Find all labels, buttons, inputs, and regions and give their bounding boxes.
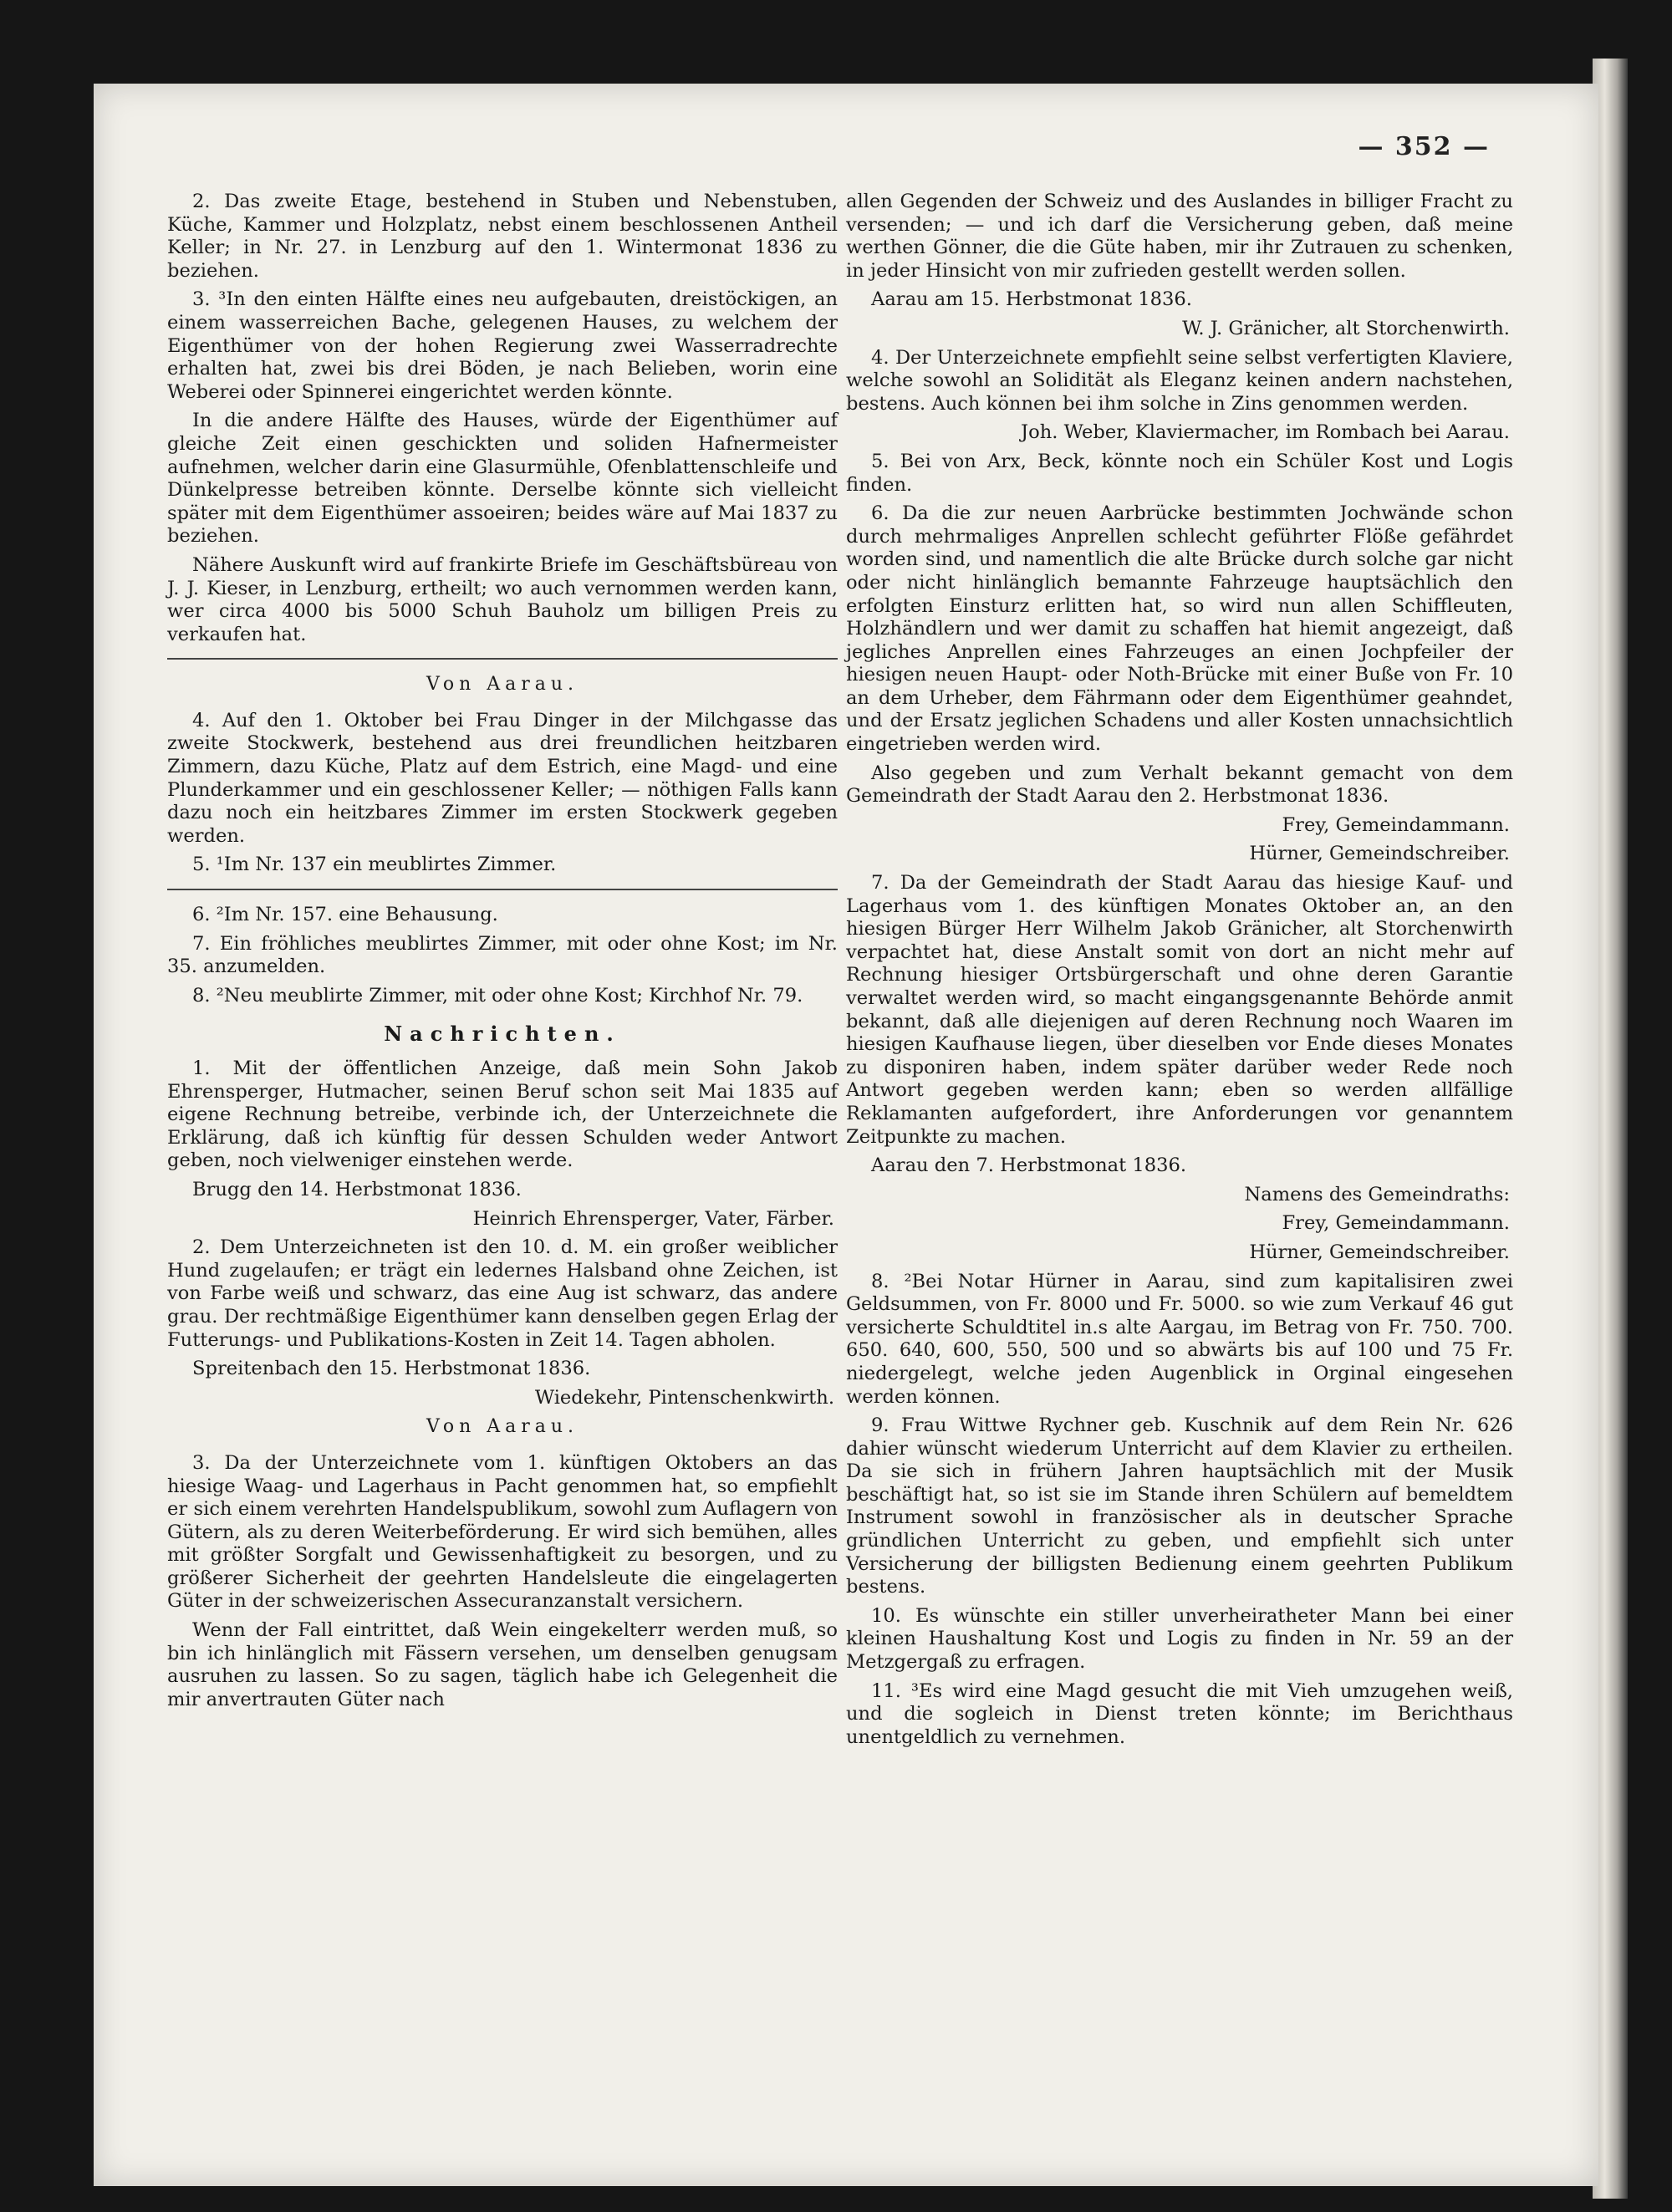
notice-3-continued: allen Gegenden der Schweiz und des Auslandes in billiger Fracht zu versenden; — und ich darf die Versicherung geben, daß meine werthen Gönner, die die Güte haben, mir ihr Zutrauen zu schenken, in jeder Hinsicht von mir zufrieden gestellt werden sollen. bbox=[846, 191, 1513, 282]
notice-6-part-2: Also gegeben und zum Verhalt bekannt gemacht von dem Gemeindrath der Stadt Aarau den 2. Herbstmonat 1836. bbox=[846, 762, 1513, 808]
notice-8: 8. ²Bei Notar Hürner in Aarau, sind zum kapitalisiren zwei Geldsummen, von Fr. 8000 und Fr. 5000. so wie zum Verkauf 46 gut versicherte Schuldtitel in.s alte Aargau, im Betrag von Fr. 750. 700. 650. 640, 600, 550, 500 und so abwärts bis auf 100 und 75 Fr. niedergelegt, welche jeden Augenblick in Orginal eingesehen werden können. bbox=[846, 1270, 1513, 1408]
notice-3-signature: W. J. Gränicher, alt Storchenwirth. bbox=[1182, 317, 1510, 339]
newspaper-page bbox=[94, 84, 1598, 2186]
notice-10: 10. Es wünschte ein stiller unverheiratheter Mann bei einer kleinen Haushaltung Kost und Logis zu finden in Nr. 59 an der Metzgergaß zu erfragen. bbox=[846, 1604, 1513, 1674]
ad-4: 4. Auf den 1. Oktober bei Frau Dinger in der Milchgasse das zweite Stockwerk, bestehend aus drei freundlichen heitzbaren Zimmern, dazu Küche, Platz auf dem Estrich, eine Magd- und eine Plunderkammer und ein geschlossener Keller; — nöthigen Falls kann dazu noch ein heitzbares Zimmer im ersten Stockwerk gegeben werden. bbox=[167, 709, 838, 847]
section-divider bbox=[167, 889, 838, 890]
notice-7: 7. Da der Gemeindrath der Stadt Aarau das hiesige Kauf- und Lagerhaus vom 1. des künftigen Monates Oktober an, an den hiesigen Bürger Herr Wilhelm Jakob Gränicher, alt Storchenwirth verpachtet hat, diese Anstalt somit von dort an nicht mehr auf Rechnung hiesiger Ortsbürgerschaft und ohne deren Garantie verwaltet werden wird, so macht eingangsgenannte Behörde anmit bekannt, daß alle diejenigen auf deren Rechnung noch Waaren im hiesigen Kaufhause liegen, über dieselben vor Ende dieses Monates zu disponiren haben, indem später darüber weder Rede noch Antwort gegeben werden kann; eben so werden allfällige Reklamanten aufgefordert, ihre Anforderungen vor genanntem Zeitpunkte zu machen. bbox=[846, 872, 1513, 1148]
ad-5: 5. ¹Im Nr. 137 ein meublirtes Zimmer. bbox=[192, 854, 557, 876]
notice-6-signature-2: Hürner, Gemeindschreiber. bbox=[1249, 843, 1510, 865]
notice-7-date: Aarau den 7. Herbstmonat 1836. bbox=[871, 1154, 1187, 1177]
ad-3-part-2: In die andere Hälfte des Hauses, würde der Eigenthümer auf gleiche Zeit einen geschickten und soliden Hafnermeister aufnehmen, welcher darin eine Glasurmühle, Ofenblattenschleife und Dünkelpresse betreiben könnte. Derselbe könnte sich vielleicht später mit dem Eigenthümer assoeiren; beides wäre auf Mai 1837 zu beziehen. bbox=[167, 410, 838, 548]
notice-7-signature-1: Frey, Gemeindammann. bbox=[1282, 1212, 1510, 1235]
section-divider bbox=[167, 658, 838, 660]
left-column bbox=[167, 191, 838, 1717]
notice-7-signature-2: Hürner, Gemeindschreiber. bbox=[1249, 1241, 1510, 1263]
notice-4-signature: Joh. Weber, Klaviermacher, im Rombach bei Aarau. bbox=[1021, 421, 1510, 444]
notice-2: 2. Dem Unterzeichneten ist den 10. d. M. ein großer weiblicher Hund zugelaufen; er trägt ein ledernes Halsband ohne Zeichen, ist von Farbe weiß und schwarz, das eine Aug ist schwarz, das andere grau. Der rechtmäßige Eigenthümer kann denselben gegen Erlag der Futterungs- und Publikations-Kosten in Zeit 14. Tagen abholen. bbox=[167, 1236, 838, 1351]
notice-1: 1. Mit der öffentlichen Anzeige, daß mein Sohn Jakob Ehrensperger, Hutmacher, seinen Beruf schon seit Mai 1835 auf eigene Rechnung betreibe, verbinde ich, der Unterzeichnete die Erklärung, daß ich künftig für dessen Schulden weder Antwort geben, noch vielweniger einstehen werde. bbox=[167, 1058, 838, 1172]
ad-6: 6. ²Im Nr. 157. eine Behausung. bbox=[192, 904, 498, 926]
notice-3-part-2: Wenn der Fall eintrittet, daß Wein eingekelterr werden muß, so bin ich hinlänglich mit Fässern versehen, um denselben genugsam ausruhen zu lassen. So zu sagen, täglich habe ich Gelegenheit die mir anvertrauten Güter nach bbox=[167, 1619, 838, 1710]
ad-3-part-1: 3. ³In den einten Hälfte eines neu aufgebauten, dreistöckigen, an einem wasserreichen Bache, gelegenen Hauses, zu welchem der Eigenthümer von der hohen Regierung zwei Wasserradrechte erhalten hat, zwei bis drei Böden, je nach Belieben, worin eine Weberei oder Spinnerei eingerichtet werden könnte. bbox=[167, 288, 838, 403]
notice-4: 4. Der Unterzeichnete empfiehlt seine selbst verfertigten Klaviere, welche sowohl an Solidität als Eleganz keinen andern nachstehen, bestens. Auch können bei ihm solche in Zins genommen werden. bbox=[846, 346, 1513, 415]
notice-6-part-1: 6. Da die zur neuen Aarbrücke bestimmten Jochwände schon durch mehrmaliges Anprellen schlecht geführter Flöße gefährdet worden sind, und namentlich die alte Brücke durch solche gar nicht oder nicht hinlänglich bemannte Fahrzeuge hauptsächlich den erfolgten Einsturz erlitten hat, so wird nun allen Schiffleuten, Holzhändlern und wer damit zu schaffen hat hiemit angezeigt, daß jegliches Anprellen eines Fahrzeuges an einen Jochpfeiler der hiesigen neuen Haupt- oder Noth-Brücke mit einer Buße von Fr. 10 an dem Urheber, dem Fährmann oder dem Eigenthümer geahndet, und der Ersatz jeglichen Schadens und aller Kosten unnachsichtlich eingetrieben werden wird. bbox=[846, 502, 1513, 756]
notice-5: 5. Bei von Arx, Beck, könnte noch ein Schüler Kost und Logis finden. bbox=[846, 450, 1513, 496]
heading-von-aarau: Von Aarau. bbox=[426, 674, 579, 696]
notice-9: 9. Frau Wittwe Rychner geb. Kuschnik auf dem Rein Nr. 626 dahier wünscht wiederum Unterricht auf dem Klavier zu ertheilen. Da sie sich in frühern Jahren hauptsächlich mit der Musik beschäftigt hat, so ist sie im Stande ihren Schülern auf bemeldtem Instrument sowohl in französischer als in deutscher Sprache gründlichen Unterricht zu geben, und empfiehlt sich unter Versicherung der billigsten Bedienung einem geehrten Publikum bestens. bbox=[846, 1414, 1513, 1598]
ad-7: 7. Ein fröhliches meublirtes Zimmer, mit oder ohne Kost; im Nr. 35. anzumelden. bbox=[167, 932, 838, 978]
ad-3-part-3: Nähere Auskunft wird auf frankirte Briefe im Geschäftsbüreau von J. J. Kieser, in Lenzburg, ertheilt; wo auch vernommen werden kann, wer circa 4000 bis 5000 Schuh Bauholz um billigen Preis zu verkaufen hat. bbox=[167, 553, 838, 645]
notice-2-signature: Wiedekehr, Pintenschenkwirth. bbox=[534, 1386, 834, 1409]
notice-3-part-1: 3. Da der Unterzeichnete vom 1. künftigen Oktobers an das hiesige Waag- und Lagerhaus in Pacht genommen hat, so empfiehlt er sich einem verehrten Handelspublikum, sowohl zum Auflagern von Gütern, als zu deren Weiterbeförderung. Er wird sich bemühen, alles mit größter Sorgfalt und Gewissenhaftigkeit zu besorgen, und zu größerer Sicherheit der geehrten Handelsleute die eingelagerten Güter in der schweizerischen Assecuranzanstalt versichern. bbox=[167, 1451, 838, 1613]
notice-2-date: Spreitenbach den 15. Herbstmonat 1836. bbox=[192, 1358, 591, 1380]
ad-2: 2. Das zweite Etage, bestehend in Stuben und Nebenstuben, Küche, Kammer und Holzplatz, nebst einem beschlossenen Antheil Keller; in Nr. 27. in Lenzburg auf den 1. Wintermonat 1836 zu beziehen. bbox=[167, 191, 838, 282]
notice-1-date: Brugg den 14. Herbstmonat 1836. bbox=[192, 1178, 522, 1200]
notice-6-signature-1: Frey, Gemeindammann. bbox=[1282, 813, 1510, 836]
ad-8: 8. ²Neu meublirte Zimmer, mit oder ohne Kost; Kirchhof Nr. 79. bbox=[192, 984, 803, 1007]
page-header bbox=[177, 132, 1515, 161]
heading-nachrichten: Nachrichten. bbox=[384, 1022, 621, 1047]
notice-11: 11. ³Es wird eine Magd gesucht die mit Vieh umzugehen weiß, und die sogleich in Dienst treten könnte; im Berichthaus unentgeldlich zu vernehmen. bbox=[846, 1679, 1513, 1748]
notice-3-date: Aarau am 15. Herbstmonat 1836. bbox=[871, 288, 1192, 311]
notice-1-signature: Heinrich Ehrensperger, Vater, Färber. bbox=[472, 1207, 834, 1230]
page-number: — 352 — bbox=[1358, 132, 1490, 161]
notice-7-signature-0: Namens des Gemeindraths: bbox=[1244, 1183, 1510, 1205]
heading-von-aarau: Von Aarau. bbox=[426, 1416, 579, 1438]
right-column bbox=[846, 191, 1513, 1755]
